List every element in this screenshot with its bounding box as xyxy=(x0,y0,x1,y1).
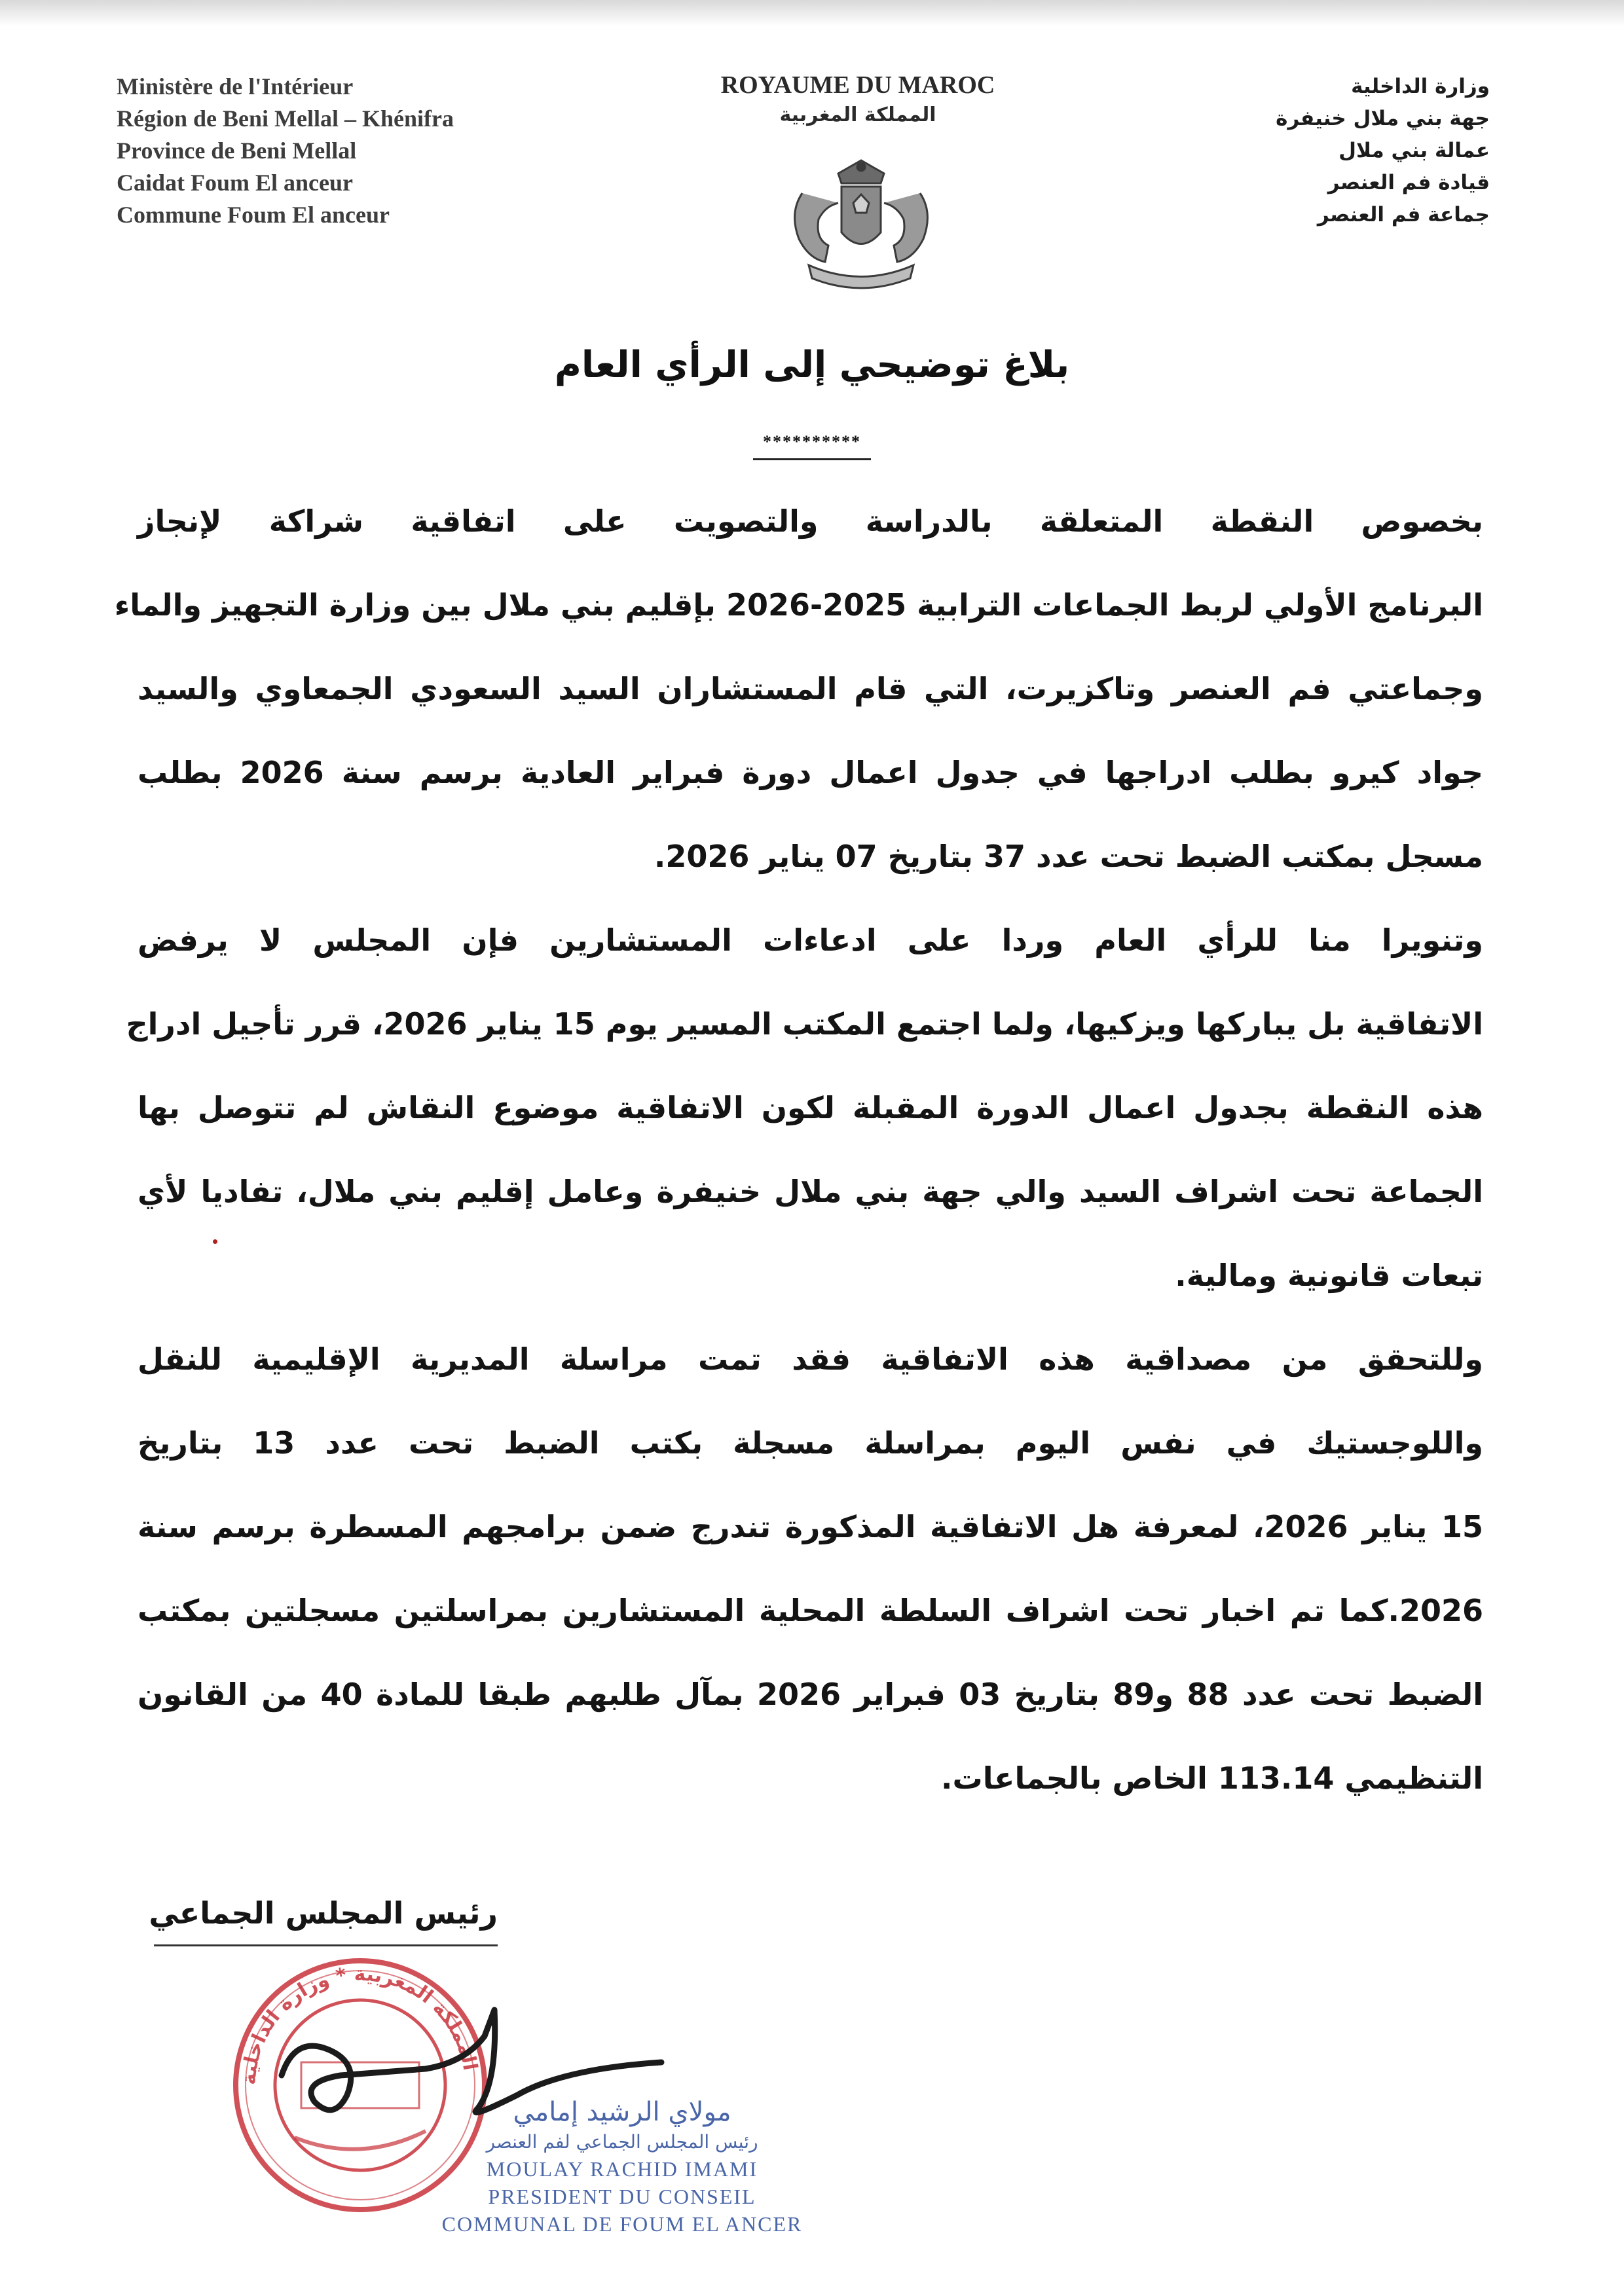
header-right-line: قيادة فم العنصر xyxy=(1327,171,1490,194)
paragraph-line: الاتفاقية بل يباركها ويزكيها، ولما اجتمع المكتب المسير يوم 15 يناير 2026، قرر تأجيل ادراج xyxy=(126,1006,1483,1042)
header-left-line: Région de Beni Mellal – Khénifra xyxy=(117,105,454,132)
stamp-name-ar: مولاي الرشيد إمامي xyxy=(513,2097,731,2127)
paragraph-2 xyxy=(126,898,1483,1317)
paragraph-line: الضبط تحت عدد 88 و89 بتاريخ 03 فبراير 2026 بمآل طلبهم طبقا للمادة 40 من القانون xyxy=(138,1677,1484,1712)
paragraph-line: 15 يناير 2026، لمعرفة هل الاتفاقية المذكورة تندرج ضمن برامجهم المسطرة برسم سنة xyxy=(138,1509,1483,1544)
seal-ring-text: المملكة المغربية * وزارة الداخلية xyxy=(237,1962,482,2086)
header-left-line: Province de Beni Mellal xyxy=(117,137,357,164)
paragraph-line: بخصوص النقطة المتعلقة بالدراسة والتصويت على اتفاقية شراكة لإنجاز xyxy=(138,503,1483,539)
kingdom-name-ar: المملكة المغربية xyxy=(779,103,936,126)
paragraph-line: البرنامج الأولي لربط الجماعات الترابية 2025-2026 بإقليم بني ملال بين وزارة التجهيز والماء xyxy=(114,587,1483,623)
royal-coat-of-arms-icon xyxy=(763,147,959,298)
paragraph-line: واللوجستيك في نفس اليوم بمراسلة مسجلة بكتب الضبط تحت عدد 13 بتاريخ xyxy=(138,1425,1483,1461)
paragraph-line: الجماعة تحت اشراف السيد والي جهة بني ملال خنيفرة وعامل إقليم بني ملال، تفاديا لأي xyxy=(138,1174,1483,1209)
header-right-line: جهة بني ملال خنيفرة xyxy=(1276,107,1490,130)
paragraph-3 xyxy=(138,1317,1483,1820)
header-right-ar xyxy=(1071,71,1490,231)
separator-underline xyxy=(753,458,871,460)
stamp-role-fr: PRESIDENT DU CONSEIL xyxy=(488,2185,756,2208)
stamp-role-ar: رئيس المجلس الجماعي لفم العنصر xyxy=(486,2131,758,2153)
paragraph-line: تبعات قانونية ومالية. xyxy=(1175,1258,1483,1293)
header-left-line: Caidat Foum El anceur xyxy=(117,170,354,196)
paragraph-line: وللتحقق من مصداقية هذه الاتفاقية فقد تمت مراسلة المديرية الإقليمية للنقل xyxy=(138,1341,1483,1377)
scan-speck xyxy=(213,1239,217,1244)
paragraph-line: جواد كيرو بطلب ادراجها في جدول اعمال دورة فبراير العادية برسم سنة 2026 بطلب xyxy=(138,755,1483,790)
paragraph-line: التنظيمي 113.14 الخاص بالجماعات. xyxy=(941,1760,1483,1796)
header-right-line: عمالة بني ملال xyxy=(1338,139,1490,162)
header-right-line: جماعة فم العنصر xyxy=(1317,203,1490,227)
header-left-line: Ministère de l'Intérieur xyxy=(117,73,354,100)
stamp-commune-fr: COMMUNAL DE FOUM EL ANCER xyxy=(441,2212,803,2236)
paragraph-line: مسجل بمكتب الضبط تحت عدد 37 بتاريخ 07 يناير 2026. xyxy=(654,839,1483,874)
document-title: بلاغ توضيحي إلى الرأي العام xyxy=(554,344,1070,386)
stamp-name-fr: MOULAY RACHID IMAMI xyxy=(486,2157,758,2181)
header-left-line: Commune Foum El anceur xyxy=(117,202,390,228)
paragraph-line: وجماعتي فم العنصر وتاكزيرت، التي قام المستشاران السيد السعودي الجمعاوي والسيد xyxy=(138,671,1483,706)
paragraph-line: هذه النقطة بجدول اعمال الدورة المقبلة لكون الاتفاقية موضوع النقاش لم تتوصل بها xyxy=(138,1090,1483,1125)
title-separator: ********** xyxy=(763,432,861,451)
header-left-fr xyxy=(117,71,588,231)
scan-edge-shadow xyxy=(0,0,1624,26)
header-right-line: وزارة الداخلية xyxy=(1351,75,1490,98)
signatory-title: رئيس المجلس الجماعي xyxy=(149,1895,498,1931)
paragraph-line: 2026.كما تم اخبار تحت اشراف السلطة المحلية المستشارين بمراسلتين مسجلتين بمكتب xyxy=(138,1593,1483,1628)
kingdom-name-fr: ROYAUME DU MAROC xyxy=(720,71,995,99)
paragraph-line: وتنويرا منا للرأي العام وردا على ادعاءات المستشارين فإن المجلس لا يرفض xyxy=(138,922,1483,958)
header-center xyxy=(668,71,1048,126)
signatory-title-underline xyxy=(154,1944,498,1946)
blue-name-stamp xyxy=(393,2095,851,2238)
paragraph-1 xyxy=(114,479,1483,898)
